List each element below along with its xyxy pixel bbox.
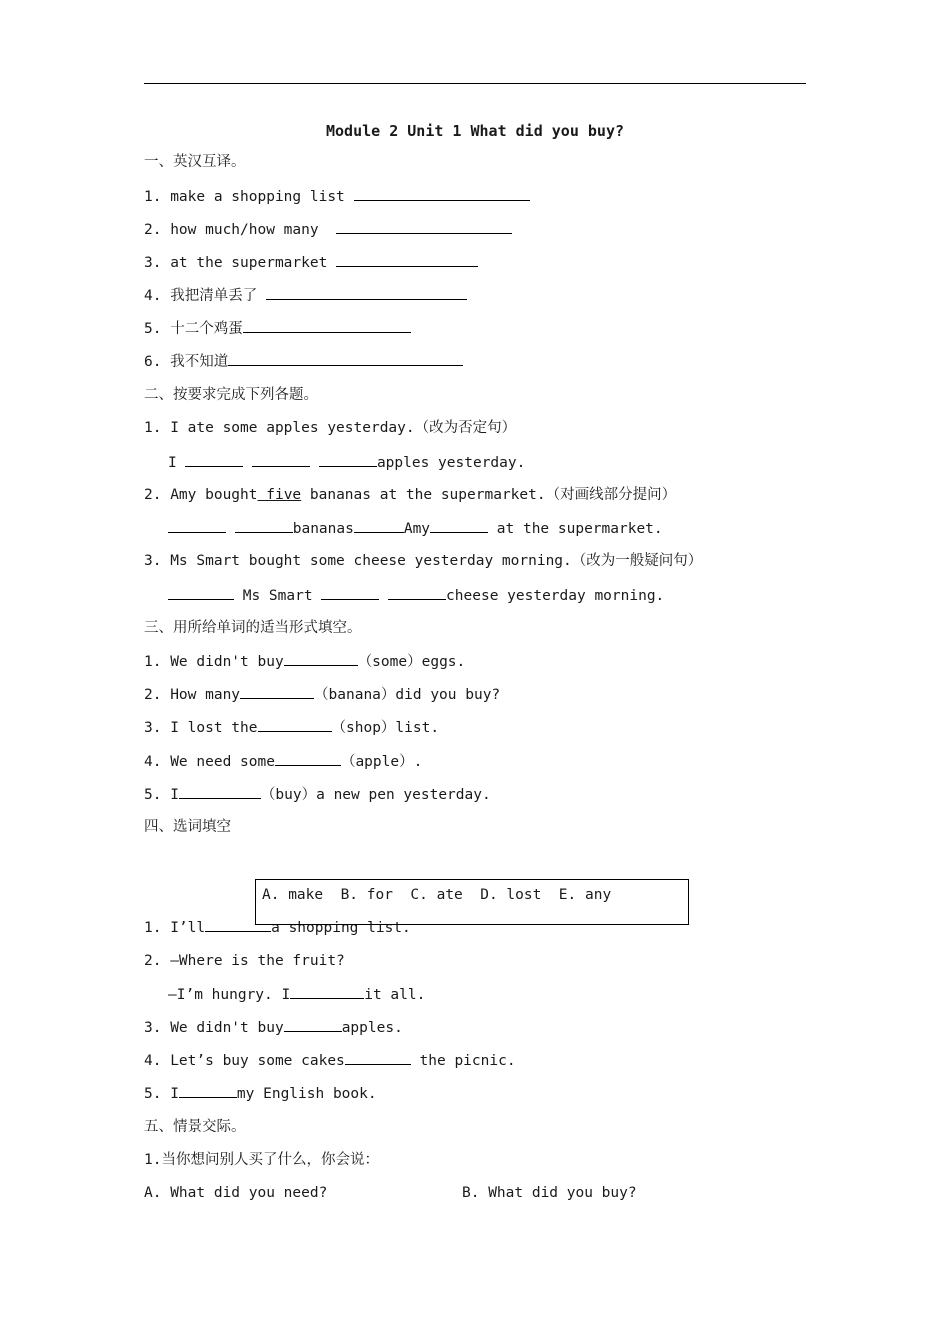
answer-blank <box>319 452 377 467</box>
section-4-heading: 四、选词填空 <box>144 819 231 835</box>
answer-blank <box>430 518 488 533</box>
s3-item-2: 2. How many （banana）did you buy? <box>144 684 500 705</box>
answer-blank <box>258 717 332 732</box>
s1-item-2: 2. how much/how many <box>144 219 512 240</box>
s5-option-b: B. What did you buy? <box>462 1185 637 1201</box>
s4-item-3: 3. We didn't buy apples. <box>144 1017 403 1038</box>
answer-blank <box>179 784 261 799</box>
answer-blank <box>336 219 512 234</box>
answer-blank <box>290 984 364 999</box>
answer-blank <box>168 585 234 600</box>
answer-blank <box>266 285 467 300</box>
answer-blank <box>228 351 463 366</box>
answer-blank <box>185 452 243 467</box>
s1-item-6: 6. 我不知道 <box>144 351 463 372</box>
answer-blank <box>321 585 379 600</box>
answer-blank <box>345 1050 411 1065</box>
s4-item-1: 1. I’ll a shopping list. <box>144 917 411 938</box>
section-2-heading: 二、按要求完成下列各题。 <box>144 387 318 403</box>
answer-blank <box>336 252 478 267</box>
answer-blank <box>354 186 530 201</box>
answer-blank <box>243 318 411 333</box>
s1-item-3: 3. at the supermarket <box>144 252 478 273</box>
s2-q3-answer: Ms Smart cheese yesterday morning. <box>168 585 664 606</box>
answer-blank <box>275 751 341 766</box>
s4-item-2-reply: —I’m hungry. I it all. <box>168 984 425 1005</box>
s5-q1: 1.当你想问别人买了什么，你会说： <box>144 1152 379 1168</box>
s3-item-3: 3. I lost the （shop）list. <box>144 717 439 738</box>
answer-blank <box>354 518 404 533</box>
s4-item-4: 4. Let’s buy some cakes the picnic. <box>144 1050 516 1071</box>
answer-blank <box>284 1017 342 1032</box>
s2-q1: 1. I ate some apples yesterday.（改为否定句） <box>144 420 517 436</box>
section-1-heading: 一、英汉互译。 <box>144 154 246 170</box>
s5-option-a: A. What did you need? <box>144 1185 328 1201</box>
answer-blank <box>235 518 293 533</box>
section-5-heading: 五、情景交际。 <box>144 1119 246 1135</box>
s1-item-4: 4. 我把清单丢了 <box>144 285 467 306</box>
answer-blank <box>240 684 314 699</box>
s3-item-5: 5. I （buy）a new pen yesterday. <box>144 784 491 805</box>
header-rule <box>144 83 806 84</box>
s2-q2: 2. Amy bought five bananas at the supermarket.（对画线部分提问） <box>144 487 677 503</box>
answer-blank <box>284 651 358 666</box>
s2-q3: 3. Ms Smart bought some cheese yesterday morning.（改为一般疑问句） <box>144 553 703 569</box>
word-bank-box: A. make B. for C. ate D. lost E. any <box>255 879 689 925</box>
s1-item-5: 5. 十二个鸡蛋 <box>144 318 411 339</box>
s2-q1-answer: I apples yesterday. <box>168 452 525 473</box>
s4-item-5: 5. I my English book. <box>144 1083 377 1104</box>
answer-blank <box>179 1083 237 1098</box>
section-3-heading: 三、用所给单词的适当形式填空。 <box>144 620 362 636</box>
s4-item-2: 2. —Where is the fruit? <box>144 953 345 969</box>
page-title: Module 2 Unit 1 What did you buy? <box>325 122 624 140</box>
answer-blank <box>168 518 226 533</box>
s1-item-1: 1. make a shopping list <box>144 186 530 207</box>
s3-item-4: 4. We need some （apple）. <box>144 751 422 772</box>
answer-blank <box>388 585 446 600</box>
answer-blank <box>252 452 310 467</box>
s2-q2-answer: bananas Amy at the supermarket. <box>168 518 663 539</box>
s3-item-1: 1. We didn't buy （some）eggs. <box>144 651 465 672</box>
